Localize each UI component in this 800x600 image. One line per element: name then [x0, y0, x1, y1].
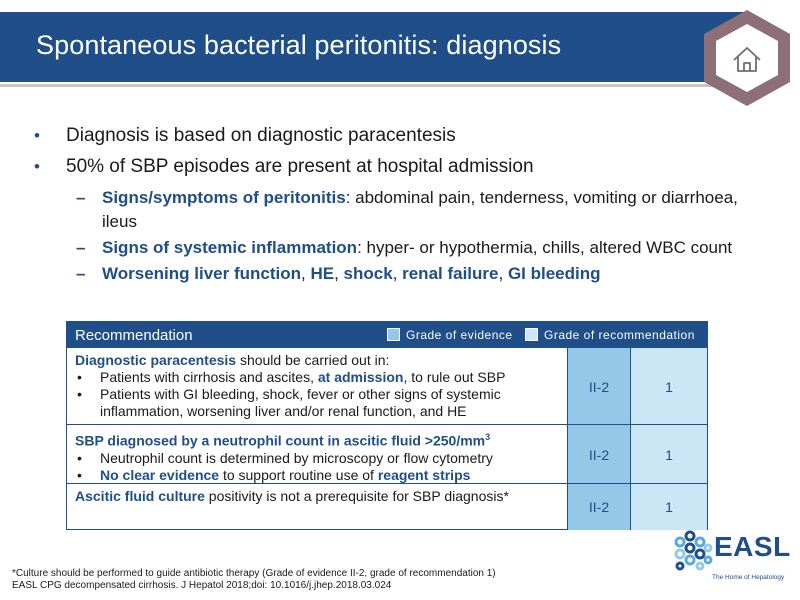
highlight-text: SBP diagnosed by a neutrophil count in ascitic fluid >250/mm	[75, 432, 486, 449]
highlight-text: at admission	[317, 369, 404, 385]
row-lead: should be carried out in:	[236, 352, 390, 368]
bullet-dot: •	[34, 157, 40, 176]
row-sub-bullet	[75, 369, 565, 386]
bullet-dot: •	[77, 449, 82, 466]
highlight-text: renal failure	[402, 264, 499, 283]
highlight-text: No clear evidence	[100, 466, 220, 483]
sub-text: to support routine use of	[219, 466, 378, 483]
highlight-text: HE	[310, 264, 335, 283]
sub-bullet-dash: –	[76, 238, 86, 257]
sub-bullet-dash: –	[76, 264, 86, 283]
highlight-text: Worsening liver function	[102, 264, 301, 283]
logo-mark-icon	[668, 528, 714, 588]
recommendation-cell: 1	[630, 425, 707, 484]
footnote	[12, 568, 496, 592]
separator: ,	[300, 264, 311, 283]
bullet-item	[34, 124, 774, 147]
sub-bullet-item	[34, 262, 774, 286]
separator: ,	[392, 264, 403, 283]
highlight-text: reagent strips	[377, 466, 471, 483]
row-sub-bullet	[75, 450, 565, 467]
sub-text: Patients with cirrhosis and ascites,	[100, 369, 318, 385]
title-bar	[0, 12, 748, 82]
evidence-cell: II-2	[567, 484, 630, 530]
highlight-text: shock	[343, 264, 393, 283]
citation-line: EASL CPG decompensated cirrhosis. J Hepatol 2018;doi: 10.1016/j.jhep.2018.03.024	[12, 580, 392, 591]
bullet-dot: •	[77, 369, 82, 385]
legend-label: Grade of evidence	[406, 328, 513, 342]
easl-logo	[668, 526, 794, 590]
home-icon[interactable]	[700, 8, 794, 108]
recommendation-cell: 1	[630, 348, 707, 425]
row-text	[75, 352, 565, 420]
table-row	[67, 347, 707, 424]
recommendation-table	[66, 321, 708, 530]
highlight-text: GI bleeding	[507, 264, 601, 283]
sub-text: , to rule out SBP	[403, 369, 506, 385]
separator: ,	[498, 264, 508, 283]
row-text	[75, 429, 565, 484]
recommendation-cell: 1	[630, 484, 707, 530]
bullet-item	[34, 155, 774, 178]
separator: ,	[334, 264, 344, 283]
evidence-cell: II-2	[567, 425, 630, 484]
legend-swatch	[387, 328, 400, 341]
sub-bullet-item	[34, 186, 774, 234]
logo-wordmark: EASL	[714, 531, 791, 562]
sub-bullet-dash: –	[76, 188, 86, 207]
bullet-dot: •	[77, 466, 82, 483]
legend-recommendation	[525, 328, 695, 342]
table-row	[67, 483, 707, 529]
table-row	[67, 424, 707, 483]
highlight-text: Signs of systemic inflammation	[102, 238, 358, 257]
sub-bullet-item	[34, 236, 774, 260]
legend-evidence	[387, 328, 513, 342]
bullet-list	[34, 124, 774, 288]
superscript: 3	[485, 432, 491, 442]
row-text	[75, 488, 565, 505]
row-sub-bullet	[75, 386, 565, 420]
highlight-text: Diagnostic paracentesis	[75, 352, 237, 368]
legend-swatch	[525, 328, 538, 341]
footnote-line: *Culture should be performed to guide antibiotic therapy (Grade of evidence II-2, grade of recommendation 1)	[12, 568, 496, 579]
bullet-text: Diagnosis is based on diagnostic paracentesis	[66, 125, 456, 146]
legend-label: Grade of recommendation	[544, 328, 695, 342]
bullet-text: 50% of SBP episodes are present at hospital admission	[66, 156, 534, 177]
bullet-dot: •	[34, 126, 40, 145]
sub-text: Patients with GI bleeding, shock, fever or other signs of systemic inflammation, worsening liver and/or renal function, and HE	[100, 386, 501, 419]
title-divider	[0, 84, 748, 87]
logo-tagline: The Home of Hepatology	[712, 574, 785, 581]
sub-text: Neutrophil count is determined by microscopy or flow cytometry	[100, 449, 493, 466]
highlight-text: Signs/symptoms of peritonitis	[102, 188, 346, 207]
slide-title: Spontaneous bacterial peritonitis: diagnosis	[36, 30, 562, 60]
highlight-text: Ascitic fluid culture	[75, 488, 205, 504]
evidence-cell: II-2	[567, 348, 630, 425]
table-header-label: Recommendation	[75, 327, 193, 344]
sub-bullet-text: : abdominal pain, tenderness, vomiting or diarrhoea, ileus	[102, 188, 738, 231]
bullet-dot: •	[77, 386, 82, 402]
row-lead: positivity is not a prerequisite for SBP diagnosis*	[204, 488, 509, 504]
sub-bullet-text: : hyper- or hypothermia, chills, altered WBC count	[357, 238, 733, 257]
table-header	[67, 322, 707, 347]
row-sub-bullet	[75, 467, 565, 484]
